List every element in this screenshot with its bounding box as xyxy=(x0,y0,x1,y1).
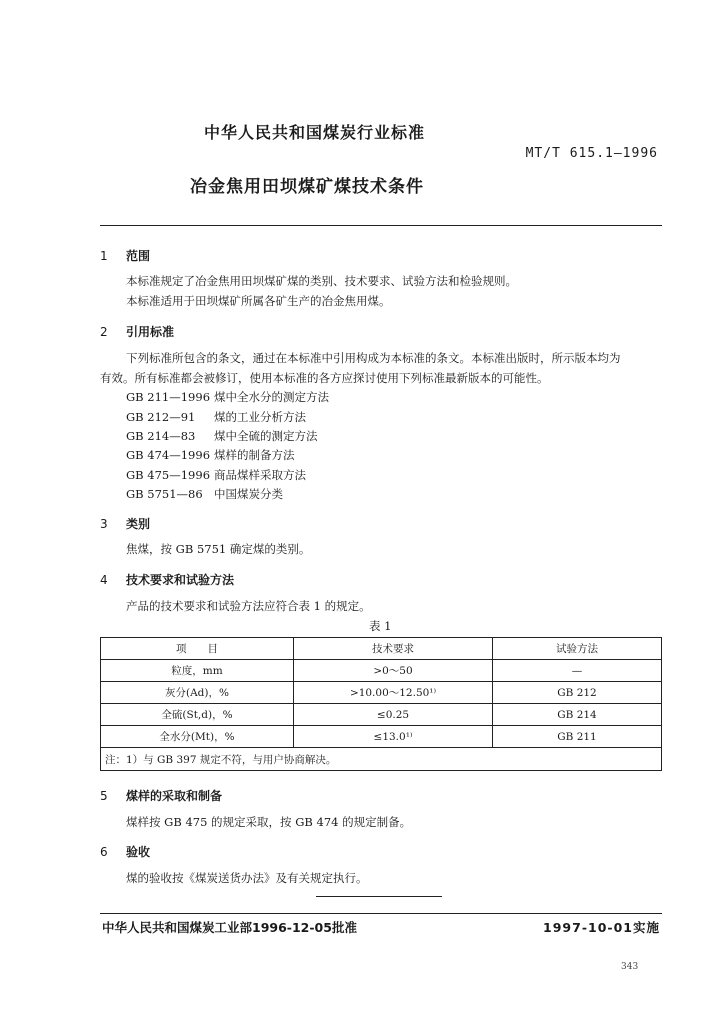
reference-name: 煤中全水分的测定方法 xyxy=(214,390,329,404)
section-title: 验收 xyxy=(126,845,151,859)
reference-item xyxy=(126,388,329,407)
section-4-heading xyxy=(100,571,234,588)
table-cell: 全硫(St,d)，% xyxy=(101,704,294,726)
reference-name: 中国煤炭分类 xyxy=(214,487,283,501)
section-number: 3 xyxy=(100,517,108,531)
table-cell: 粒度，mm xyxy=(101,660,294,682)
section-1-para-1: 本标准规定了冶金焦用田坝煤矿煤的类别、技术要求、试验方法和检验规则。 xyxy=(126,274,517,288)
reference-item xyxy=(126,485,283,504)
column-header: 项 目 xyxy=(101,638,294,660)
section-number: 2 xyxy=(100,325,108,339)
approval-statement: 中华人民共和国煤炭工业部1996-12-05批准 xyxy=(102,920,357,935)
section-2-para-line-1: 下列标准所包含的条文，通过在本标准中引用构成为本标准的条文。本标准出版时，所示版本均为 xyxy=(126,351,621,365)
section-2-para-line-2: 有效。所有标准都会被修订，使用本标准的各方应探讨使用下列标准最新版本的可能性。 xyxy=(100,371,549,385)
section-number: 1 xyxy=(100,249,108,263)
standard-number: MT/T 615.1—1996 xyxy=(525,146,658,161)
section-6-para: 煤的验收按《煤炭送货办法》及有关规定执行。 xyxy=(126,871,368,885)
section-title: 技术要求和试验方法 xyxy=(126,573,235,587)
section-number: 5 xyxy=(100,789,108,803)
section-title: 引用标准 xyxy=(126,325,175,339)
table-cell: — xyxy=(493,660,662,682)
footer-rule xyxy=(100,913,662,914)
reference-item xyxy=(126,446,295,465)
table-cell: >10.00～12.50¹⁾ xyxy=(294,682,493,704)
table-note: 注：1）与 GB 397 规定不符，与用户协商解决。 xyxy=(101,748,662,771)
section-number: 4 xyxy=(100,573,108,587)
section-6-heading xyxy=(100,843,150,860)
reference-code: GB 211—1996 xyxy=(126,390,211,404)
table-header-row xyxy=(101,638,662,660)
table-row xyxy=(101,726,662,748)
table-cell: GB 211 xyxy=(493,726,662,748)
reference-item xyxy=(126,466,306,485)
table-row xyxy=(101,660,662,682)
reference-item xyxy=(126,408,306,427)
technical-requirements-table xyxy=(100,637,662,771)
page-number: 343 xyxy=(621,962,639,972)
reference-name: 煤的工业分析方法 xyxy=(214,410,306,424)
section-3-para: 焦煤，按 GB 5751 确定煤的类别。 xyxy=(126,542,311,556)
end-rule xyxy=(316,896,442,897)
reference-name: 煤样的制备方法 xyxy=(214,448,295,462)
table-caption: 表 1 xyxy=(369,619,392,633)
section-5-para: 煤样按 GB 475 的规定采取，按 GB 474 的规定制备。 xyxy=(126,815,412,829)
reference-code: GB 214—83 xyxy=(126,429,196,443)
section-title: 煤样的采取和制备 xyxy=(126,789,223,803)
table-cell: ≤0.25 xyxy=(294,704,493,726)
reference-name: 煤中全硫的测定方法 xyxy=(214,429,318,443)
section-number: 6 xyxy=(100,845,108,859)
issuing-organization: 中华人民共和国煤炭行业标准 xyxy=(204,123,426,142)
reference-code: GB 5751—86 xyxy=(126,487,203,501)
table-note-row xyxy=(101,748,662,771)
table-cell: GB 214 xyxy=(493,704,662,726)
section-1-heading xyxy=(100,247,150,264)
section-1-para-2: 本标准适用于田坝煤矿所属各矿生产的冶金焦用煤。 xyxy=(126,294,391,308)
document-title: 冶金焦用田坝煤矿煤技术条件 xyxy=(190,177,424,197)
section-5-heading xyxy=(100,787,222,804)
column-header: 试验方法 xyxy=(493,638,662,660)
section-4-para: 产品的技术要求和试验方法应符合表 1 的规定。 xyxy=(126,599,371,613)
table-cell: GB 212 xyxy=(493,682,662,704)
reference-code: GB 475—1996 xyxy=(126,468,211,482)
table-row xyxy=(101,704,662,726)
section-2-heading xyxy=(100,323,174,340)
reference-name: 商品煤样采取方法 xyxy=(214,468,306,482)
reference-code: GB 474—1996 xyxy=(126,448,211,462)
table-cell: >0～50 xyxy=(294,660,493,682)
section-title: 类别 xyxy=(126,517,151,531)
header-rule xyxy=(100,225,662,226)
implementation-date: 1997-10-01实施 xyxy=(543,920,660,935)
table-cell: 全水分(Mt)，% xyxy=(101,726,294,748)
reference-code: GB 212—91 xyxy=(126,410,196,424)
table-row xyxy=(101,682,662,704)
table-cell: 灰分(Ad)，% xyxy=(101,682,294,704)
section-3-heading xyxy=(100,515,150,532)
column-header: 技术要求 xyxy=(294,638,493,660)
table-cell: ≤13.0¹⁾ xyxy=(294,726,493,748)
section-title: 范围 xyxy=(126,249,151,263)
reference-item xyxy=(126,427,318,446)
